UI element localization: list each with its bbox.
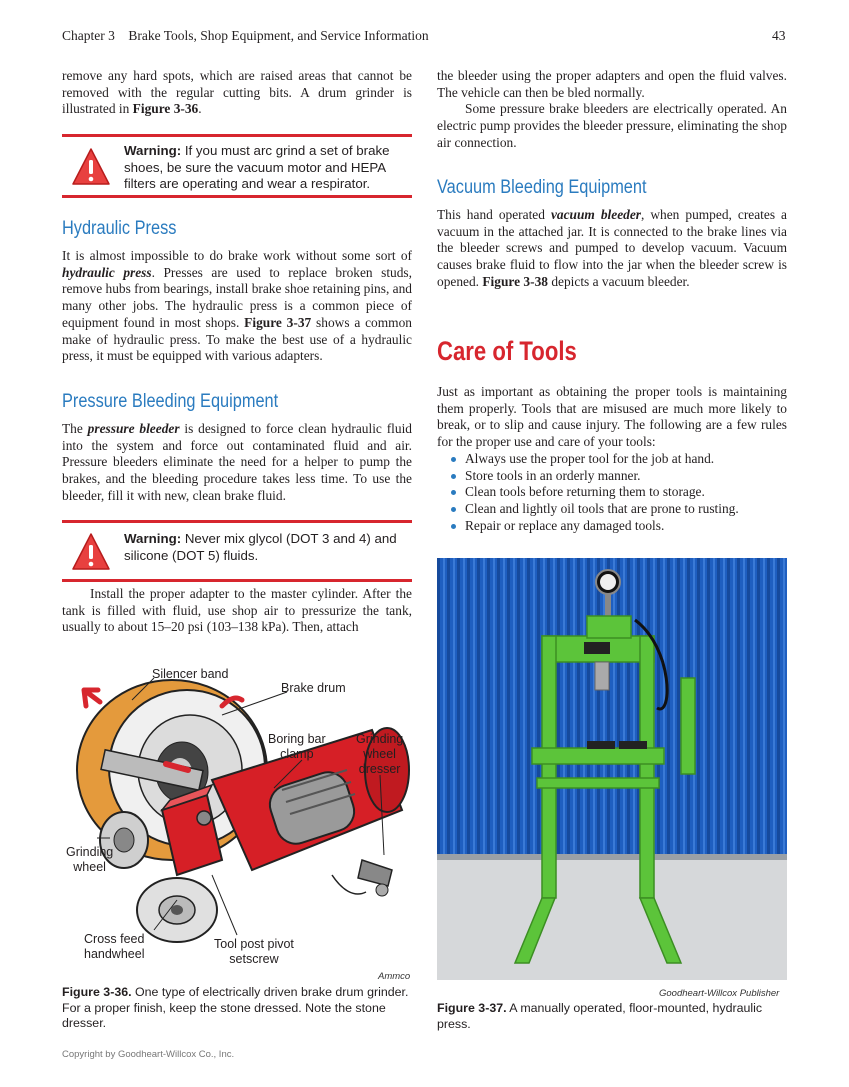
- warning-text: Warning: Never mix glycol (DOT 3 and 4) and silicone (DOT 5) fluids.: [124, 531, 397, 563]
- figure-ref: Figure 3-37: [244, 314, 312, 330]
- heading-care-of-tools: Care of Tools: [437, 336, 577, 366]
- warning-box-arc-grind: [62, 134, 412, 198]
- figure-ref: Figure 3-36: [132, 101, 199, 117]
- warning-text: Warning: If you must arc grind a set of brake shoes, be sure the vacuum motor and HEPA filters are operating and wear a respirator.: [124, 143, 390, 191]
- heading-hydraulic-press: Hydraulic Press: [62, 218, 177, 239]
- figure-36-drum-grinder-illustration: [62, 660, 412, 970]
- tool-care-rules-list: [437, 451, 787, 535]
- term-pressure-bleeder: pressure bleeder: [87, 421, 180, 436]
- hydraulic-press-paragraph: It is almost impossible to do brake work without some sort of hydraulic press. Presses are used to replace broken studs, remove hubs from bearings, install brake shoe retaining pins, and many other jobs. The hydraulic press is a common piece of equipment found in most shops. Figure 3-37 shows a common make of hydraulic press. To make the best use of a hydraulic press, it must be equipped with various adapters.: [62, 248, 412, 364]
- install-paragraph: Install the proper adapter to the master cylinder. After the tank is filled with fluid, use shop air to pressurize the tank, usually to about 15–20 psi (103–138 kPa). Then, attach: [62, 586, 412, 635]
- warning-triangle-icon: [70, 531, 112, 573]
- intro-paragraph: remove any hard spots, which are raised areas that cannot be removed with the regular cutting bits. A drum grinder is illustrated in Figure 3-36.: [62, 68, 412, 117]
- chapter-label: Chapter 3: [62, 28, 115, 43]
- warning-box-fluid-mix: [62, 520, 412, 582]
- figure-ref: Figure 3-38: [482, 273, 548, 289]
- label-cross-feed-handwheel: Cross feed handwheel: [84, 932, 145, 961]
- heading-pressure-bleeding: Pressure Bleeding Equipment: [62, 391, 279, 412]
- list-item: Repair or replace any damaged tools.: [437, 518, 787, 535]
- label-tool-post-pivot-setscrew: Tool post pivot setscrew: [214, 937, 294, 966]
- list-item: Clean tools before returning them to storage.: [437, 484, 787, 501]
- pressure-bleeding-paragraph: The pressure bleeder is designed to force clean hydraulic fluid into the system and force out contaminated fluid and air. Pressure bleeders eliminate the need for a helper to pump the brakes, and the bleeding procedure takes less time. To use the bleeder, fill it with new, clean brake fluid.: [62, 421, 412, 503]
- page-number: 43: [772, 28, 786, 43]
- running-header: [62, 28, 429, 44]
- list-item: Store tools in an orderly manner.: [437, 468, 787, 485]
- figure-37-caption: Figure 3-37. A manually operated, floor-mounted, hydraulic press.: [437, 1001, 763, 1031]
- label-brake-drum: Brake drum: [281, 681, 346, 695]
- list-item: Clean and lightly oil tools that are prone to rusting.: [437, 501, 787, 518]
- label-grinding-wheel: Grinding wheel: [66, 845, 114, 874]
- chapter-title: Brake Tools, Shop Equipment, and Service Information: [128, 28, 429, 43]
- bleeder-continued-paragraph: the bleeder using the proper adapters and open the fluid valves. The vehicle can then be bled normally. Some pressure brake bleeders are electrically operated. An electric pump provides the bleeder pressure, eliminating the shop air connection.: [437, 68, 787, 150]
- care-of-tools-section: Just as important as obtaining the proper tools is maintaining them properly. Tools that are misused are much more likely to break, or to slip and cause injury. The following are a few rules for the proper use and care of your tools: Always use the proper tool for the job at hand. Store tools in an orderly manner. Clean tools before returning them to storage. Clean and lightly oil tools that are prone to rusting. Repair or replace any damaged tools.: [437, 384, 787, 533]
- vacuum-bleeding-paragraph: This hand operated vacuum bleeder, when pumped, creates a vacuum in the attached jar. It is connected to the brake lines via the bleeder screws and pumped to develop vacuum. Vacuum causes brake fluid to flow into the jar when the bleeder screw is opened. Figure 3-38 depicts a vacuum bleeder.: [437, 207, 787, 289]
- figure-36-caption: Figure 3-36. One type of electrically driven brake drum grinder. For a proper finish, keep the stone dressed. Note the stone dresser.: [62, 985, 409, 1030]
- warning-triangle-icon: [70, 146, 112, 188]
- figure-36-credit: Ammco: [378, 971, 411, 982]
- copyright-footer: Copyright by Goodheart-Willcox Co., Inc.: [62, 1049, 235, 1060]
- label-silencer-band: Silencer band: [152, 667, 229, 681]
- figure-37-credit: Goodheart-Willcox Publisher: [659, 988, 780, 999]
- list-item: Always use the proper tool for the job at hand.: [437, 451, 787, 468]
- label-boring-bar-clamp: Boring bar clamp: [268, 732, 326, 761]
- figure-37-hydraulic-press-photo: [437, 558, 787, 980]
- term-vacuum-bleeder: vacuum bleeder: [550, 207, 642, 222]
- label-grinding-wheel-dresser: Grinding wheel dresser: [356, 732, 404, 776]
- heading-vacuum-bleeding: Vacuum Bleeding Equipment: [437, 177, 647, 198]
- term-hydraulic-press: hydraulic press: [62, 264, 152, 280]
